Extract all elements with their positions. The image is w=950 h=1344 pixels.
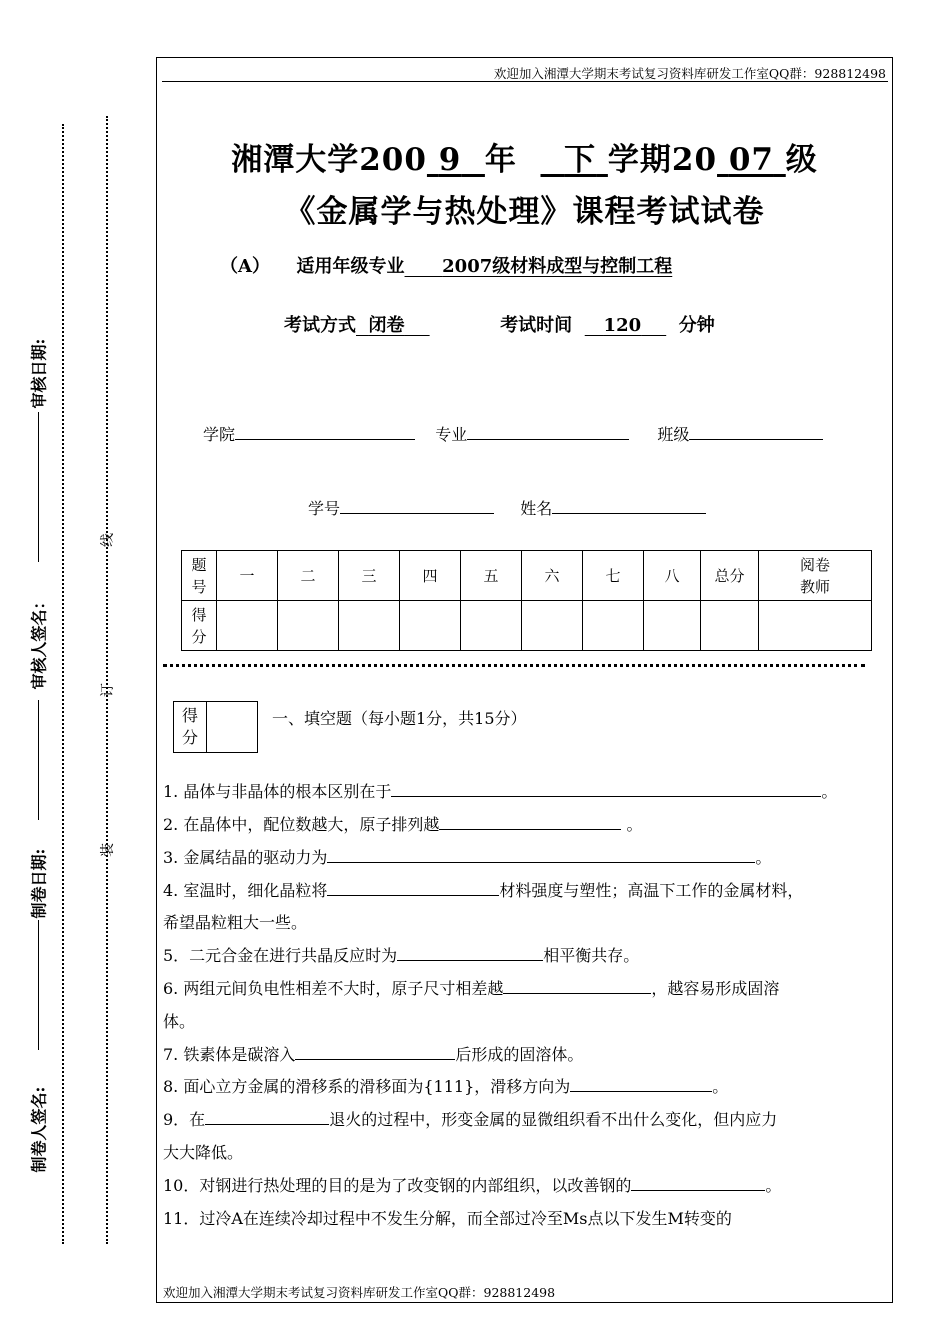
score-cell[interactable] [522,601,583,651]
answer-blank[interactable] [327,847,755,863]
major-label: 适用年级专业 [296,256,405,277]
score-cell[interactable] [278,601,339,651]
col-1: 一 [217,551,278,601]
score-table [181,550,872,651]
question-11: 11．过冷A在连续冷却过程中不发生分解，而全部过冷至Ms点以下发生M转变的 [163,1209,732,1228]
name-field[interactable] [552,499,706,514]
question-9-cont: 大大降低。 [163,1143,244,1162]
section-score-label: 得 分 [174,702,207,753]
question-1: 1. 晶体与非晶体的根本区别在于 。 [163,782,838,801]
score-cell[interactable] [217,601,278,651]
question-10: 10．对钢进行热处理的目的是为了改变钢的内部组织，以改善钢的 。 [163,1176,782,1195]
score-cell[interactable] [400,601,461,651]
row-header-question: 题 号 [182,551,217,601]
paper-type: （A） [220,256,270,277]
answer-blank[interactable] [631,1175,765,1191]
make-date-label: 制卷日期: [29,848,49,919]
college-label: 学院 [203,425,236,444]
exam-mode-label: 考试方式 [284,315,356,336]
answer-blank[interactable] [570,1076,712,1092]
answer-blank[interactable] [439,814,621,830]
answer-blank[interactable] [327,880,499,896]
student-info-row1 [203,422,823,445]
answer-blank[interactable] [397,945,543,961]
exam-title-line1 [156,134,893,179]
exam-time-unit: 分钟 [678,315,715,336]
question-6: 6. 两组元间负电性相差不大时，原子尺寸相差越 ，越容易形成固溶 [163,979,780,998]
title-grade: 07 [728,142,774,178]
section-score-box [173,701,258,753]
score-cell[interactable] [461,601,522,651]
col-8: 八 [644,551,701,601]
exam-mode-value: 闭卷 [368,315,405,336]
major-value: 2007级材料成型与控制工程 [442,256,673,277]
class-field[interactable] [689,425,823,440]
question-3: 3. 金属结晶的驱动力为 。 [163,848,772,867]
title-term-suffix: 学期20 [607,142,718,178]
footer-watermark: 欢迎加入湘潭大学期末考试复习资料库研发工作室QQ群：928812498 [163,1285,556,1300]
col-5: 五 [461,551,522,601]
col-3: 三 [339,551,400,601]
college-field[interactable] [235,425,415,440]
col-4: 四 [400,551,461,601]
exam-mode-line [284,311,715,337]
binding-label-order: 订 [100,683,116,697]
reviewer-sign-label: 审核人签名： [29,593,49,690]
question-2: 2. 在晶体中，配位数越大，原子排列越 。 [163,815,643,834]
major-field[interactable] [467,425,629,440]
title-prefix: 湘潭大学200 [231,142,427,178]
binding-dotted-line [106,116,108,1244]
student-id-field[interactable] [340,499,494,514]
col-grader: 阅卷 教师 [759,551,872,601]
title-grade-suffix: 级 [785,142,818,178]
row-header-score: 得 分 [182,601,217,651]
margin-dotted-line-outer [62,124,64,1244]
make-date-line[interactable] [38,920,39,1050]
reviewer-sign-line[interactable] [38,700,39,820]
col-7: 七 [583,551,644,601]
review-date-line[interactable] [38,412,39,562]
header-watermark: 欢迎加入湘潭大学期末考试复习资料库研发工作室QQ群：928812498 [493,66,886,81]
col-2: 二 [278,551,339,601]
header-rule [162,81,888,82]
review-date-label: 审核日期: [29,338,49,409]
score-cell[interactable] [701,601,759,651]
binding-label-pack: 装 [100,843,116,857]
score-cell[interactable] [339,601,400,651]
question-9: 9．在 退火的过程中，形变金属的显微组织看不出什么变化，但内应力 [163,1110,778,1129]
score-cell[interactable] [644,601,701,651]
dotted-separator [163,664,865,667]
name-label: 姓名 [520,499,553,518]
answer-blank[interactable] [503,978,651,994]
exam-title-course: 《金属学与热处理》课程考试试卷 [284,194,765,230]
question-7: 7. 铁素体是碳溶入 后形成的固溶体。 [163,1045,584,1064]
paper-type-line [220,252,672,278]
title-term: 下 [564,142,597,178]
answer-blank[interactable] [295,1044,455,1060]
exam-time-label: 考试时间 [500,315,573,336]
question-4: 4. 室温时，细化晶粒将 材料强度与塑性；高温下工作的金属材料， [163,881,804,900]
question-8: 8. 面心立方金属的滑移系的滑移面为{111}，滑移方向为 。 [163,1077,729,1096]
question-4-cont: 希望晶粒粗大一些。 [163,913,308,932]
maker-sign-label: 制卷人签名: [29,1086,49,1173]
section-title: 一、填空题（每小题1分，共15分） [272,709,527,728]
student-info-row2 [308,496,706,519]
col-6: 六 [522,551,583,601]
score-table-header-row [182,551,872,601]
binding-label-line: 线 [100,533,116,547]
exam-time-value: 120 [603,315,642,336]
score-cell[interactable] [583,601,644,651]
answer-blank[interactable] [205,1109,329,1125]
score-table-score-row [182,601,872,651]
answer-blank[interactable] [391,781,821,797]
title-year-suffix: 年 [484,142,517,178]
section-score-cell[interactable] [207,702,258,753]
grader-cell[interactable] [759,601,872,651]
question-5: 5．二元合金在进行共晶反应时为 相平衡共存。 [163,946,640,965]
student-id-label: 学号 [308,499,341,518]
question-6-cont: 体。 [163,1012,196,1031]
major-field-label: 专业 [435,425,468,444]
col-total: 总分 [701,551,759,601]
title-year-digit: 9 [438,142,462,178]
class-label: 班级 [657,425,690,444]
